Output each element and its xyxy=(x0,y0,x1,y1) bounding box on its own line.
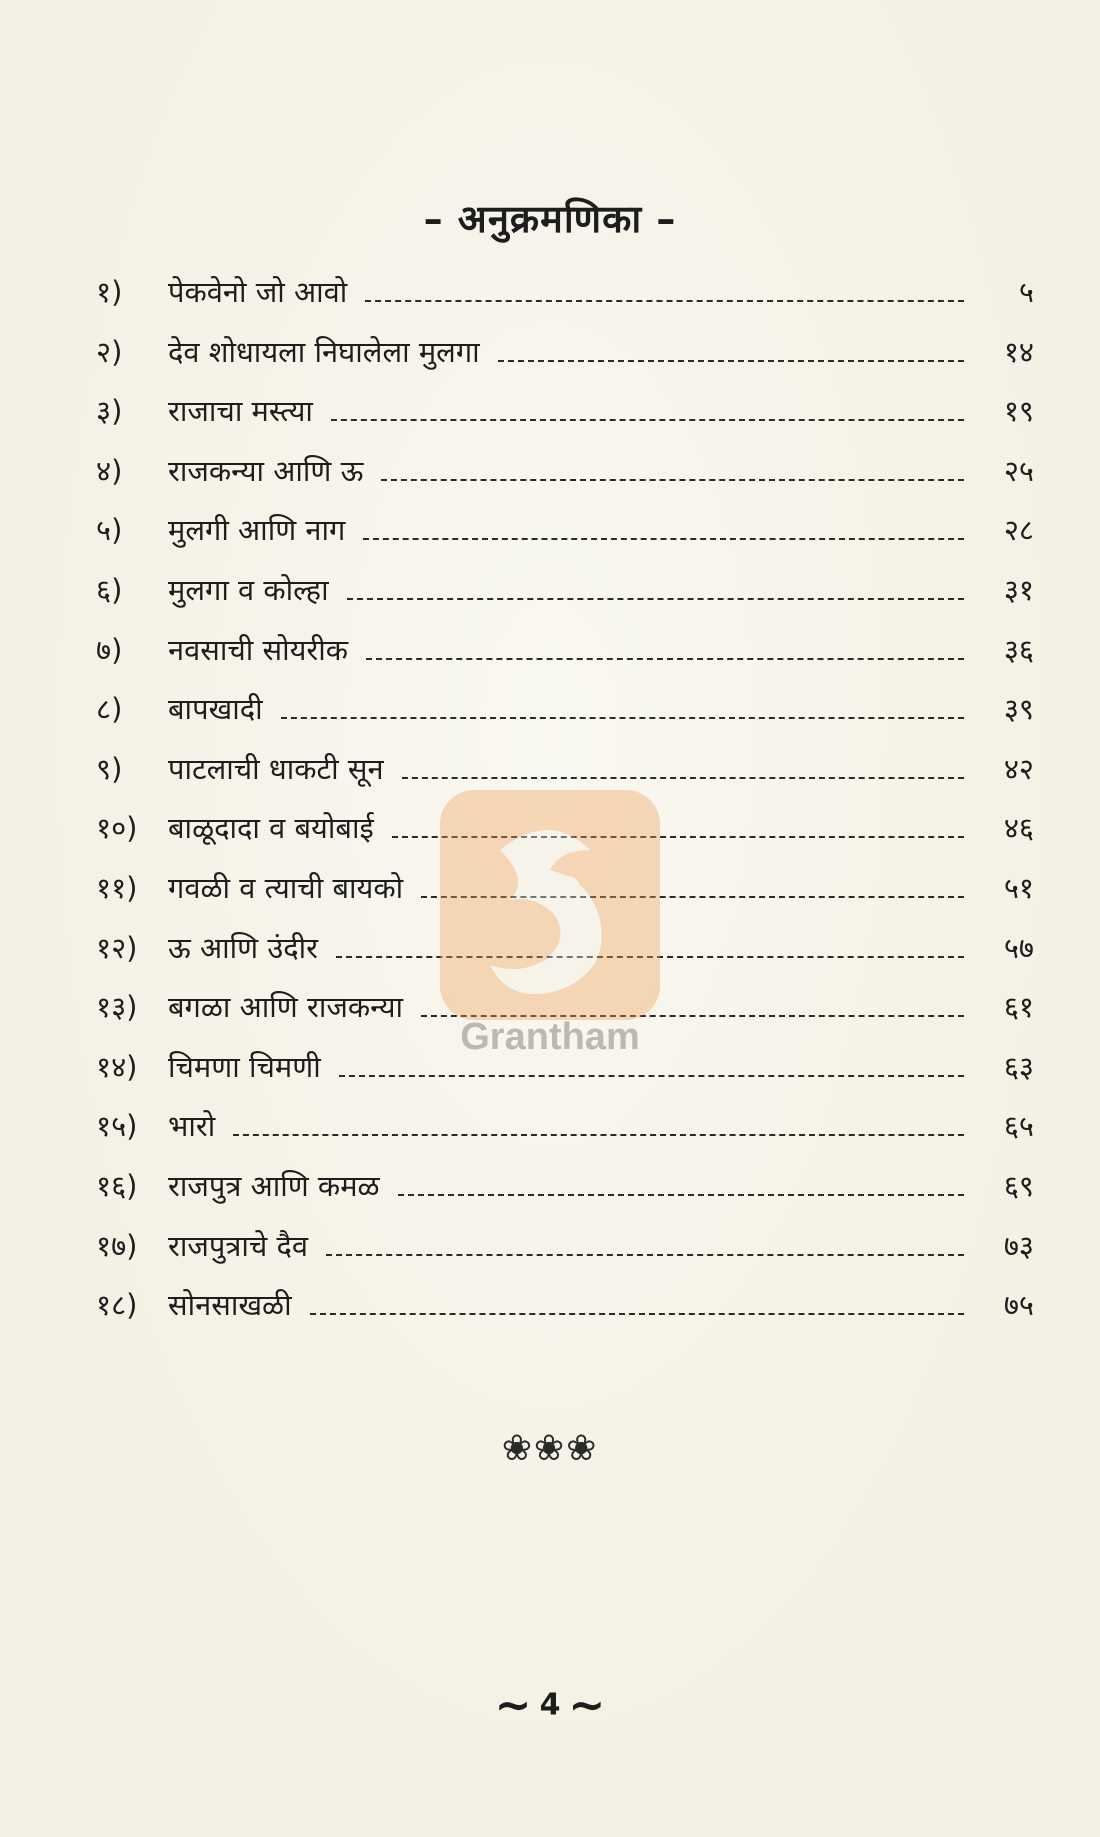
toc-title: चिमणा चिमणी xyxy=(168,1049,321,1084)
toc-page-number: २५ xyxy=(1003,453,1034,488)
toc-page-number: ६३ xyxy=(1003,1049,1034,1084)
dotted-leader xyxy=(281,717,964,719)
toc-page-number: ५७ xyxy=(1003,930,1034,965)
page-number: 4 xyxy=(539,1687,561,1723)
page-title: – अनुक्रमणिका – xyxy=(423,197,677,241)
toc-number: ४) xyxy=(96,453,123,488)
ornament-divider: ❀❀❀ xyxy=(501,1428,599,1469)
toc-number: १५) xyxy=(96,1109,138,1144)
toc-number: ९) xyxy=(96,751,123,786)
toc-page-number: ६९ xyxy=(1003,1168,1034,1203)
toc-page-number: ३६ xyxy=(1003,632,1034,667)
dotted-leader xyxy=(402,777,964,779)
dotted-leader xyxy=(366,658,964,660)
toc-number: १) xyxy=(96,275,123,309)
toc-page-number: ६१ xyxy=(1003,990,1034,1025)
dotted-leader xyxy=(365,300,964,302)
dotted-leader xyxy=(310,1313,964,1315)
dotted-leader xyxy=(347,598,964,600)
toc-title: ऊ आणि उंदीर xyxy=(168,930,318,965)
dotted-leader xyxy=(339,1075,964,1077)
toc-row xyxy=(96,510,1034,570)
toc-title: नवसाची सोयरीक xyxy=(168,632,349,667)
toc-row xyxy=(96,1226,1034,1286)
toc-title: मुलगा व कोल्हा xyxy=(168,572,329,607)
toc-title: बाळूदादा व बयोबाई xyxy=(168,811,374,846)
toc-page-number: ३९ xyxy=(1003,692,1034,727)
toc-title: गवळी व त्याची बायको xyxy=(168,870,404,905)
toc-row xyxy=(96,332,1034,392)
toc-number: १८) xyxy=(96,1288,138,1323)
toc-title: देव शोधायला निघालेला मुलगा xyxy=(168,334,480,369)
toc-number: ७) xyxy=(96,632,123,667)
toc-title: पाटलाची धाकटी सून xyxy=(168,751,384,786)
toc-number: ११) xyxy=(96,870,138,905)
toc-number: १४) xyxy=(96,1049,138,1084)
toc-row xyxy=(96,1106,1034,1166)
toc-page-number: २८ xyxy=(1003,513,1034,548)
watermark-logo-icon xyxy=(440,790,660,1030)
toc-title: मुलगी आणि नाग xyxy=(168,513,346,548)
toc-title: राजपुत्राचे दैव xyxy=(168,1228,309,1263)
tilde-ornament-icon: ∼ xyxy=(494,1680,532,1731)
toc-title: सोनसाखळी xyxy=(168,1288,292,1323)
toc-page-number: ७३ xyxy=(1003,1228,1034,1263)
watermark-text: Grantham xyxy=(460,1016,640,1058)
toc-row xyxy=(96,1285,1034,1345)
dotted-leader xyxy=(326,1254,964,1256)
toc-title: राजकन्या आणि ऊ xyxy=(168,453,364,488)
toc-number: २) xyxy=(96,334,123,369)
toc-number: १३) xyxy=(96,990,138,1025)
toc-row xyxy=(96,451,1034,511)
tilde-ornament-icon: ∼ xyxy=(568,1680,606,1731)
dotted-leader xyxy=(363,538,964,540)
toc-page-number: ५१ xyxy=(1003,870,1034,905)
toc-row xyxy=(96,689,1034,749)
toc-row xyxy=(96,272,1034,332)
toc-row xyxy=(96,630,1034,690)
toc-title: राजाचा मस्त्या xyxy=(168,394,313,429)
toc-number: ८) xyxy=(96,692,123,727)
dotted-leader xyxy=(398,1194,964,1196)
dotted-leader xyxy=(331,419,964,421)
toc-number: ५) xyxy=(96,513,123,548)
toc-title: भारो xyxy=(168,1109,216,1144)
toc-title: बापखादी xyxy=(168,692,263,727)
toc-row xyxy=(96,570,1034,630)
toc-page-number: ४६ xyxy=(1003,811,1034,846)
toc-title: राजपुत्र आणि कमळ xyxy=(168,1168,380,1203)
toc-page-number: १९ xyxy=(1003,394,1034,429)
toc-page-number: ७५ xyxy=(1003,1288,1034,1323)
toc-page-number: ६५ xyxy=(1003,1109,1034,1144)
toc-number: १६) xyxy=(96,1168,138,1203)
toc-row xyxy=(96,391,1034,451)
page-footer xyxy=(0,1680,1100,1731)
dotted-leader xyxy=(233,1134,964,1136)
toc-number: १०) xyxy=(96,811,138,846)
toc-title: बगळा आणि राजकन्या xyxy=(168,990,404,1025)
toc-number: ६) xyxy=(96,572,123,607)
toc-row xyxy=(96,1166,1034,1226)
toc-number: १२) xyxy=(96,930,138,965)
toc-number: १७) xyxy=(96,1228,138,1263)
dotted-leader xyxy=(498,360,964,362)
toc-page-number: ४२ xyxy=(1003,751,1034,786)
toc-page-number: ३१ xyxy=(1003,572,1034,607)
toc-page-number: १४ xyxy=(1003,334,1034,369)
dotted-leader xyxy=(381,479,964,481)
toc-title: पेकवेनो जो आवो xyxy=(168,275,348,309)
toc-page-number: ५ xyxy=(1018,275,1034,309)
toc-number: ३) xyxy=(96,394,123,429)
